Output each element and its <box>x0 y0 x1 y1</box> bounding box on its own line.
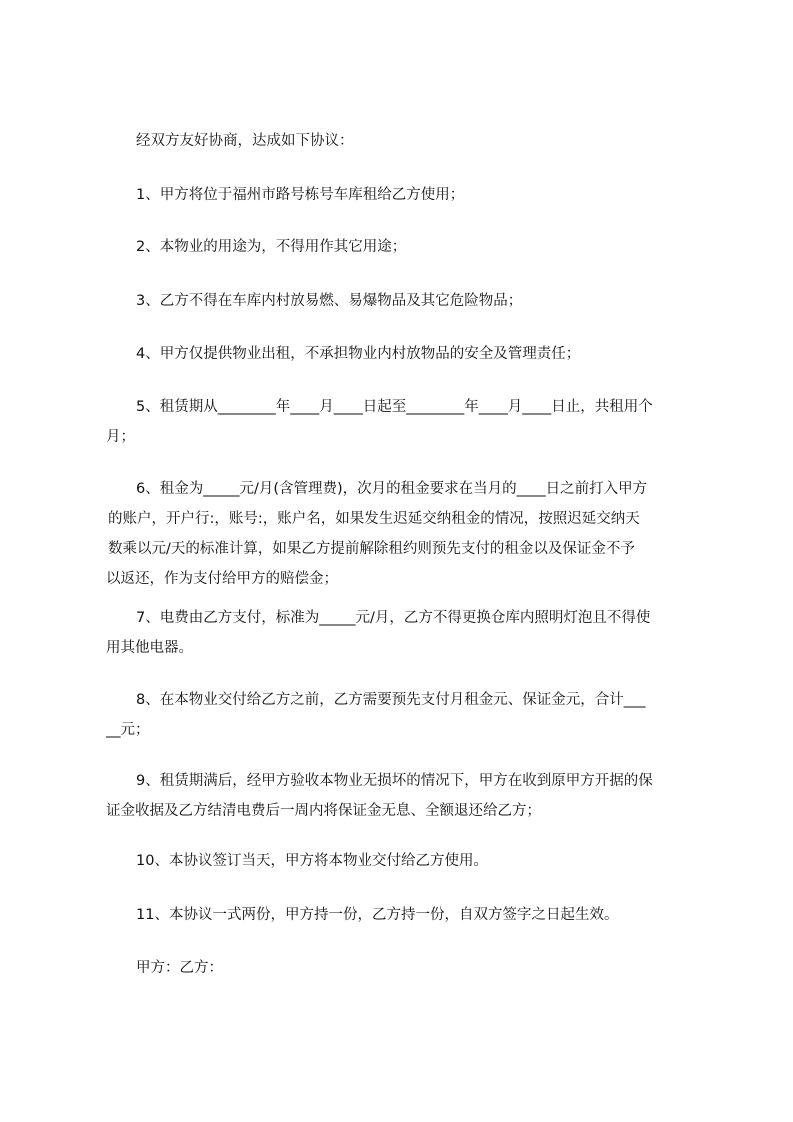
clause-7-line-1: 7、电费由乙方支付，标准为_____元/月，乙方不得更换仓库内照明灯泡且不得使 <box>136 610 651 626</box>
clause-3 <box>136 286 740 316</box>
clause-4 <box>136 339 740 369</box>
clause-11 <box>136 900 740 930</box>
clause-7-line-2: 用其他电器。 <box>106 640 193 656</box>
clause-6-line-2: 的账户，开户行:，账号:，账户名，如果发生迟延交纳租金的情况，按照迟延交纳天 <box>108 511 640 527</box>
clause-6-line-3: 数乘以元/天的标准计算，如果乙方提前解除租约则预先支付的租金以及保证金不予 <box>108 541 635 557</box>
clause-5 <box>106 392 710 452</box>
clause-8-line-1: 8、在本物业交付给乙方之前，乙方需要预先支付月租金元、保证金元，合计___ <box>136 692 646 708</box>
clause-9-line-2: 证金收据及乙方结清电费后一周内将保证金无息、全额退还给乙方； <box>106 803 541 819</box>
clause-2-text: 2、本物业的用途为，不得用作其它用途； <box>136 239 407 255</box>
clause-6-line-4: 以返还，作为支付给甲方的赔偿金； <box>106 571 338 587</box>
clause-6 <box>106 474 710 594</box>
clause-6-line-1: 6、租金为_____元/月(含管理费)，次月的租金要求在当月的____日之前打入甲方 <box>136 481 648 497</box>
clause-1-text: 1、甲方将位于福州市路号栋号车库租给乙方使用； <box>136 187 465 203</box>
signature-line <box>136 953 740 983</box>
clause-3-text: 3、乙方不得在车库内村放易燃、易爆物品及其它危险物品； <box>136 293 523 309</box>
clause-7 <box>106 603 710 663</box>
clause-9-line-1: 9、租赁期满后，经甲方验收本物业无损坏的情况下，甲方在收到原甲方开据的保 <box>136 773 653 789</box>
intro-text: 经双方友好协商，达成如下协议： <box>136 133 354 149</box>
clause-5-line-1: 5、租赁期从________年____月____日起至________年____月____日止，共租用个 <box>136 399 653 415</box>
clause-8 <box>106 685 710 745</box>
clause-1 <box>136 180 740 210</box>
clause-5-line-2: 月； <box>106 429 135 445</box>
clause-4-text: 4、甲方仅提供物业出租，不承担物业内村放物品的安全及管理责任； <box>136 346 581 362</box>
clause-2 <box>136 232 740 262</box>
clause-11-text: 11、本协议一式两份，甲方持一份，乙方持一份，自双方签字之日起生效。 <box>136 907 619 923</box>
clause-8-line-2: __元； <box>106 722 150 738</box>
signatures-text: 甲方：乙方： <box>136 960 223 976</box>
clause-9 <box>106 766 710 826</box>
intro-paragraph <box>136 126 740 156</box>
clause-10 <box>136 846 740 876</box>
clause-10-text: 10、本协议签订当天，甲方将本物业交付给乙方使用。 <box>136 853 488 869</box>
